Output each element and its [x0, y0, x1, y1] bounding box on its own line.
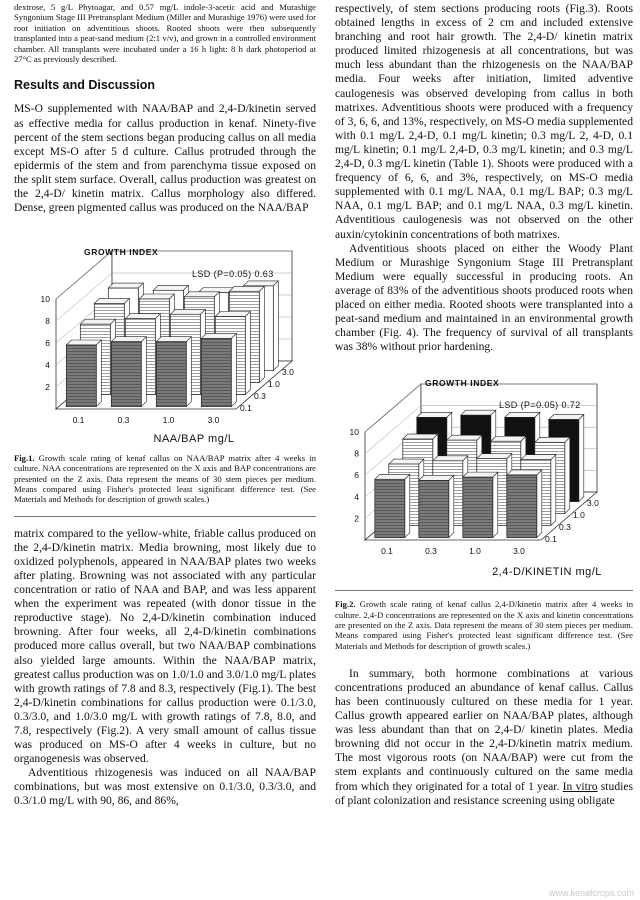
- bar-top: [153, 285, 188, 290]
- left-column: [14, 0, 316, 809]
- x-tick-label: 0.1: [72, 415, 85, 426]
- results-paragraph-3: Adventitious rhizogenesis was induced on all NAA/BAP combinations, but was most extensive on 0.1/3.0, 0.3/3.0, and 0.3/1.0 mg/L with 90, 86, and 86%,: [14, 766, 316, 808]
- bar-side: [273, 281, 278, 371]
- summary-paragraph: [335, 667, 633, 808]
- y-tick-label: 2: [45, 382, 50, 393]
- bar-top: [139, 294, 174, 299]
- bar-top: [66, 340, 101, 345]
- x-tick-label: 0.1: [381, 546, 393, 557]
- caption-divider: [14, 516, 316, 517]
- bar: [201, 339, 231, 407]
- bar-side: [493, 472, 498, 537]
- z-tick-label: 0.1: [545, 534, 557, 545]
- bar-top: [417, 413, 452, 418]
- y-tick-label: 4: [45, 360, 50, 371]
- bar: [111, 342, 141, 407]
- figure-2-chart: [335, 372, 633, 584]
- z-tick-label: 3.0: [587, 498, 599, 509]
- bar-top: [80, 319, 115, 324]
- figure-2-caption-text: Growth scale rating of kenaf callus 2,4-D/kinetin matrix after 4 weeks in culture. 2,4-D concentrations are represented on the X axis and kinetin concentrations are presented on the Z axis. Data represent the means of 30 stem pieces per medium. Means compared using Fisher's protected least significant difference test. (See Materials and Methods for description of growth scales.): [335, 599, 633, 651]
- y-tick-label: 10: [40, 294, 50, 305]
- figure-divider: [335, 590, 633, 591]
- chart-title: GROWTH INDEX: [84, 247, 159, 258]
- bar-top: [549, 415, 584, 420]
- bar-top: [535, 438, 570, 443]
- figure-2-caption: [335, 599, 633, 650]
- bar-top: [447, 436, 482, 441]
- right-paragraph-2: Adventitious shoots placed on either the Woody Plant Medium or Murashige Syngonium Stage III Pretransplant Medium were equally successful in producing roots. An average of 83% of the adventitious shoots produced roots when placed on either media. Rooted shoots were transplanted into a peat-sand medium and maintained in an environmental growth chamber (Fig. 4). The frequency of survival of all transplants was 38% without prior hardening.: [335, 241, 633, 354]
- summary-text-underlined: In vitro: [562, 779, 598, 793]
- bar-side: [245, 312, 250, 395]
- materials-methods-continuation: dextrose, 5 g/L Phytoagar, and 0.57 mg/L indole-3-acetic acid and Murashige Syngonium Stage III Pretransplant Medium (Miller and Murashige 1976) were used for root initiation on adventitious shoots. Rooted shoots were then subsequently transplanted into a peat-sand medium (2:1 v/v), and grown in a controlled environment chamber. All transplants were incubated under a 16 h light: 8 h dark photoperiod at 27°C as previously described.: [14, 2, 316, 65]
- bar-top: [125, 314, 160, 319]
- bar-top: [94, 299, 129, 304]
- bar-top: [491, 437, 526, 442]
- x-axis-label: NAA/BAP mg/L: [153, 433, 235, 446]
- x-tick-label: 0.3: [117, 415, 130, 426]
- bar-top: [505, 413, 540, 418]
- bar-top: [229, 286, 264, 291]
- bar-top: [389, 459, 424, 464]
- bar-side: [579, 415, 584, 502]
- bar-side: [231, 334, 236, 407]
- bar-top: [201, 334, 236, 339]
- lsd-annotation: LSD (P=0.05) 0.63: [192, 269, 274, 280]
- y-tick-label: 10: [349, 427, 359, 438]
- figure-1-caption: [14, 453, 316, 504]
- lsd-annotation: LSD (P=0.05) 0.72: [499, 400, 581, 411]
- z-tick-label: 1.0: [268, 379, 280, 390]
- figure-1-caption-label: Fig.1.: [14, 453, 35, 464]
- bar-side: [449, 476, 454, 538]
- bar-top: [184, 292, 219, 297]
- y-tick-label: 8: [45, 316, 50, 327]
- summary-text-start: In summary, both hormone combinations at various concentrations produced an abundance of kenaf callus. Callus has been continuously cultured on these media for 1 year. Callus growth appeared earlier on NAA/BAP plates, although was less abundant than that on 2,4-D/ kinetin plates. Media browning did not occur in the 2,4-D/kinetin matrix medium. The most vigorous roots (on NAA/BAP) were cut from the stem explants and continuously cultured on the same media from which they originated for a total of 1 year.: [335, 666, 633, 793]
- z-tick-label: 0.1: [240, 403, 252, 414]
- bar-side: [96, 340, 101, 407]
- bar-top: [243, 281, 278, 286]
- bar-top: [433, 456, 468, 461]
- bar-top: [521, 455, 556, 460]
- bar-top: [403, 434, 438, 439]
- right-column: [335, 0, 633, 808]
- bar-top: [375, 475, 410, 480]
- bar: [419, 481, 449, 538]
- y-tick-label: 8: [354, 448, 359, 459]
- bar-side: [186, 337, 191, 407]
- x-tick-label: 3.0: [207, 415, 220, 426]
- y-tick-label: 6: [354, 470, 359, 481]
- watermark: www.kenafcrops.com: [548, 888, 634, 898]
- bar-side: [405, 475, 410, 538]
- bar-top: [461, 411, 496, 416]
- z-tick-label: 1.0: [573, 510, 585, 521]
- bar-top: [477, 454, 512, 459]
- x-tick-label: 3.0: [513, 546, 525, 557]
- bar-side: [551, 455, 556, 526]
- bar-top: [111, 337, 146, 342]
- bar-side: [565, 438, 570, 514]
- x-tick-label: 1.0: [469, 546, 481, 557]
- results-paragraph-1: MS-O supplemented with NAA/BAP and 2,4-D/kinetin served as effective media for callus production in kenaf. Ninety-five percent of the stem sections began producing callus on all media except MS-O after 5 d culture. Callus protruded through the epidermis of the stem and from parenchyma tissue exposed on the split stem surface. Overall, callus production was greatest on the 2,4-D/ kinetin matrix. Callus morphology also differed. Dense, green pigmented callus was produced on the NAA/BAP: [14, 102, 316, 215]
- results-paragraph-2: matrix compared to the yellow-white, friable callus produced on the 2,4-D/kinetin matrix. Media browning, most likely due to oxidized polyphenols, appeared in NAA/BAP plates two weeks after plating. Browning was not associated with any particular concentration or ratio of NAA and BAP, and was less apparent when the experiment was repeated (with donor tissue in the reproductive stage). No 2,4-D/kinetin combination induced browning. After four weeks, all 2,4-D/kinetin combinations produced more callus overall, but two NAA/BAP combinations also yielded large amounts. Within the NAA/BAP matrix, greatest callus production was on 1.0/1.0 and 3.0/1.0 mg/L plates with growth ratings of 7.8 and 8.3, respectively (Fig.1). The best 2,4-D/kinetin combinations for callus production were 0.1/3.0, 0.3/3.0, and 1.0/3.0 mg/L with growth ratings of 7.8, 8.0, and 7.8, respectively (Fig.2). A very small amount of callus tissue was produced on MS-O after 4 weeks in culture, but no organogenesis was observed.: [14, 526, 316, 766]
- y-tick-label: 4: [354, 492, 359, 503]
- z-tick-label: 3.0: [282, 367, 294, 378]
- y-tick-label: 6: [45, 338, 50, 349]
- figure-2-caption-label: Fig.2.: [335, 599, 356, 610]
- bar-side: [141, 337, 146, 407]
- bar: [66, 345, 96, 407]
- right-paragraph-1: respectively, of stem sections producing roots (Fig.3). Roots obtained lengths in excess of 2 cm and included extensive branching and root hair growth. The 2,4-D/ kinetin matrix produced limited rhizogenesis at all concentrations, but was much less abundant than the rhizogenesis on the NAA/BAP media. Four weeks after initiation, limited adventive caulogenesis was observed developing from callus in both matrixes. Adventitious shoots were produced with a frequency of 3, 6, 6, and 13%, respectively, on MS-O media supplemented with 0.1 mg/L 2,4-D, 0.1 mg/L kinetin; 0.3 mg/L 2, 4-D, 0.1 mg/L kinetin; 0.1 mg/L 2,4-D, 0.3 mg/L kinetin; and 0.3 mg/L 2,4-D, 0.3 mg/L kinetin (Table 1). Shoots were produced with a frequency of 6, 6, and 3%, respectively, on MS-O media supplemented with 0.1 mg/L NAA, 0.1 mg/L BAP; 0.3 mg/L NAA, 0.1 mg/L BAP; and 0.1 mg/L NAA, 0.3 mg/L kinetin. Adventitious caulogenesis was not observed on the other auxin/cytokinin concentrations of both matrixes.: [335, 2, 633, 241]
- bar-top: [108, 283, 143, 288]
- x-tick-label: 0.3: [425, 546, 437, 557]
- bar-top: [419, 476, 454, 481]
- y-tick-label: 2: [354, 513, 359, 524]
- bar-top: [507, 470, 542, 475]
- figure-1-caption-text: Growth scale rating of kenaf callus on NAA/BAP matrix after 4 weeks in culture. NAA concentrations are represented on the X axis and BAP concentrations are presented on the Z axis. Data represent the means of 30 stem pieces per medium. Means compared using Fisher's protected least significant difference test. (See Materials and Methods for description of growth scales.): [14, 453, 316, 505]
- bar-top: [463, 472, 498, 477]
- z-tick-label: 0.3: [559, 522, 571, 533]
- bar-top: [215, 312, 250, 317]
- chart-title: GROWTH INDEX: [425, 378, 500, 389]
- bar: [375, 480, 405, 538]
- figure-2: [335, 372, 633, 584]
- x-axis-label: 2,4-D/KINETIN mg/L: [492, 566, 602, 579]
- bar: [463, 477, 493, 537]
- summary-text-end: studies of plant colonization and resistance screening using obligate: [335, 779, 633, 807]
- x-tick-label: 1.0: [162, 415, 175, 426]
- bar-side: [259, 286, 264, 382]
- z-tick-label: 0.3: [254, 391, 266, 402]
- figure-1-chart: [14, 237, 316, 447]
- section-heading: Results and Discussion: [14, 78, 156, 93]
- bar: [507, 475, 537, 538]
- figure-1: [14, 237, 316, 447]
- bar: [156, 342, 186, 407]
- bar-side: [537, 470, 542, 538]
- bar-top: [156, 337, 191, 342]
- bar-top: [170, 309, 205, 314]
